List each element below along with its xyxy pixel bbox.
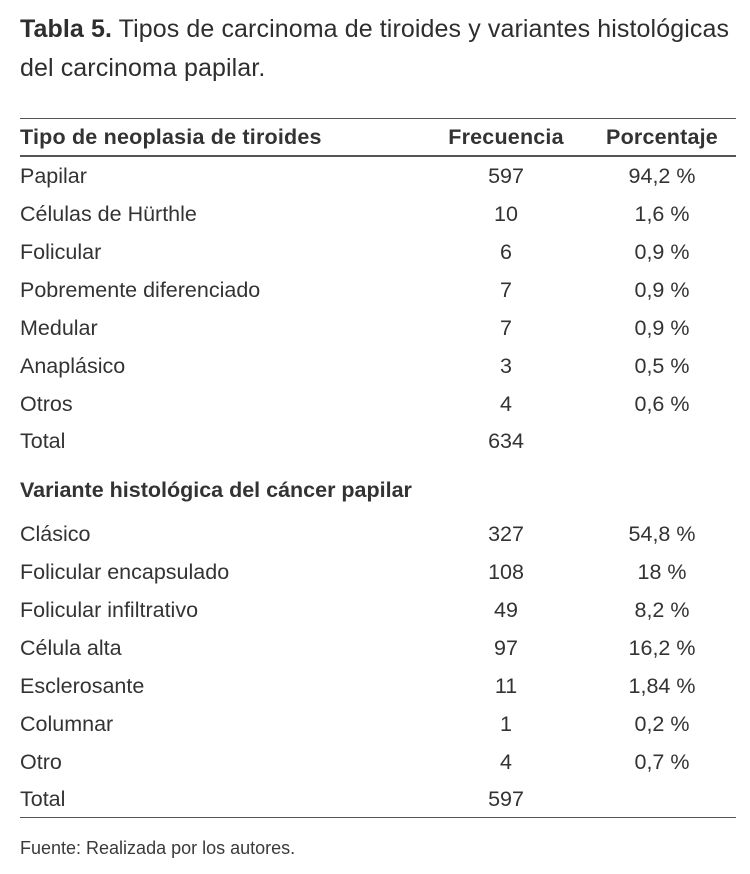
table-row [20, 553, 736, 591]
row-name: Célula alta [20, 635, 122, 660]
row-percent: 8,2 % [634, 597, 690, 622]
row-frequency: 6 [500, 239, 512, 264]
row-frequency: 327 [488, 521, 524, 546]
row-frequency: 4 [500, 749, 512, 774]
row-percent: 1,6 % [634, 201, 690, 226]
table-row [20, 667, 736, 705]
row-name: Papilar [20, 163, 87, 188]
total-label: Total [20, 428, 66, 453]
row-percent: 0,5 % [634, 353, 690, 378]
table-figure [20, 10, 738, 859]
row-name: Folicular [20, 239, 102, 264]
row-percent: 0,9 % [634, 277, 690, 302]
source-note: Fuente: Realizada por los autores. [20, 838, 296, 858]
total-percent [588, 781, 736, 818]
table-row [20, 743, 736, 781]
data-table [20, 118, 736, 818]
table-row [20, 156, 736, 195]
section-title: Variante histológica del cáncer papilar [20, 477, 412, 502]
row-name: Folicular encapsulado [20, 559, 230, 584]
row-name: Otro [20, 749, 62, 774]
row-frequency: 49 [494, 597, 518, 622]
row-frequency: 97 [494, 635, 518, 660]
row-frequency: 597 [488, 163, 524, 188]
row-percent: 1,84 % [628, 673, 696, 698]
table-row [20, 591, 736, 629]
total-row [20, 781, 736, 818]
table-row [20, 309, 736, 347]
row-name: Anaplásico [20, 353, 126, 378]
row-frequency: 4 [500, 391, 512, 416]
row-frequency: 1 [500, 711, 512, 736]
table-row [20, 271, 736, 309]
section-header-row [20, 459, 736, 515]
row-frequency: 7 [500, 315, 512, 340]
row-name: Células de Hürthle [20, 201, 197, 226]
table-row [20, 347, 736, 385]
row-percent: 18 % [637, 559, 687, 584]
row-percent: 0,9 % [634, 315, 690, 340]
row-percent: 0,6 % [634, 391, 690, 416]
total-label: Total [20, 781, 424, 818]
row-percent: 94,2 % [628, 163, 696, 188]
row-percent: 0,9 % [634, 239, 690, 264]
table-row [20, 195, 736, 233]
header-row [20, 119, 736, 157]
row-name: Folicular infiltrativo [20, 597, 199, 622]
row-percent: 0,2 % [634, 711, 690, 736]
table-caption [20, 10, 738, 88]
row-frequency: 7 [500, 277, 512, 302]
table-row [20, 233, 736, 271]
row-frequency: 10 [494, 201, 518, 226]
row-name: Clásico [20, 521, 91, 546]
header-frecuencia: Frecuencia [424, 119, 588, 157]
row-name: Pobremente diferenciado [20, 277, 261, 302]
table-row [20, 629, 736, 667]
total-frequency: 634 [488, 428, 524, 453]
row-frequency: 108 [488, 559, 524, 584]
row-name: Esclerosante [20, 673, 145, 698]
row-name: Otros [20, 391, 73, 416]
row-frequency: 3 [500, 353, 512, 378]
row-percent: 54,8 % [628, 521, 696, 546]
header-porcentaje: Porcentaje [588, 119, 736, 157]
caption-label: Tabla 5. [20, 15, 113, 43]
row-name: Columnar [20, 711, 114, 736]
row-frequency: 11 [494, 673, 518, 698]
total-frequency: 597 [424, 781, 588, 818]
row-name: Medular [20, 315, 98, 340]
total-percent [588, 423, 736, 459]
table-row [20, 385, 736, 423]
header-tipo: Tipo de neoplasia de tiroides [20, 119, 424, 157]
row-percent: 0,7 % [634, 749, 690, 774]
row-percent: 16,2 % [628, 635, 696, 660]
table-row [20, 515, 736, 553]
table-row [20, 705, 736, 743]
caption-text: Tipos de carcinoma de tiroides y variantes histológicas del carcinoma papilar. [20, 15, 730, 82]
total-row [20, 423, 736, 459]
